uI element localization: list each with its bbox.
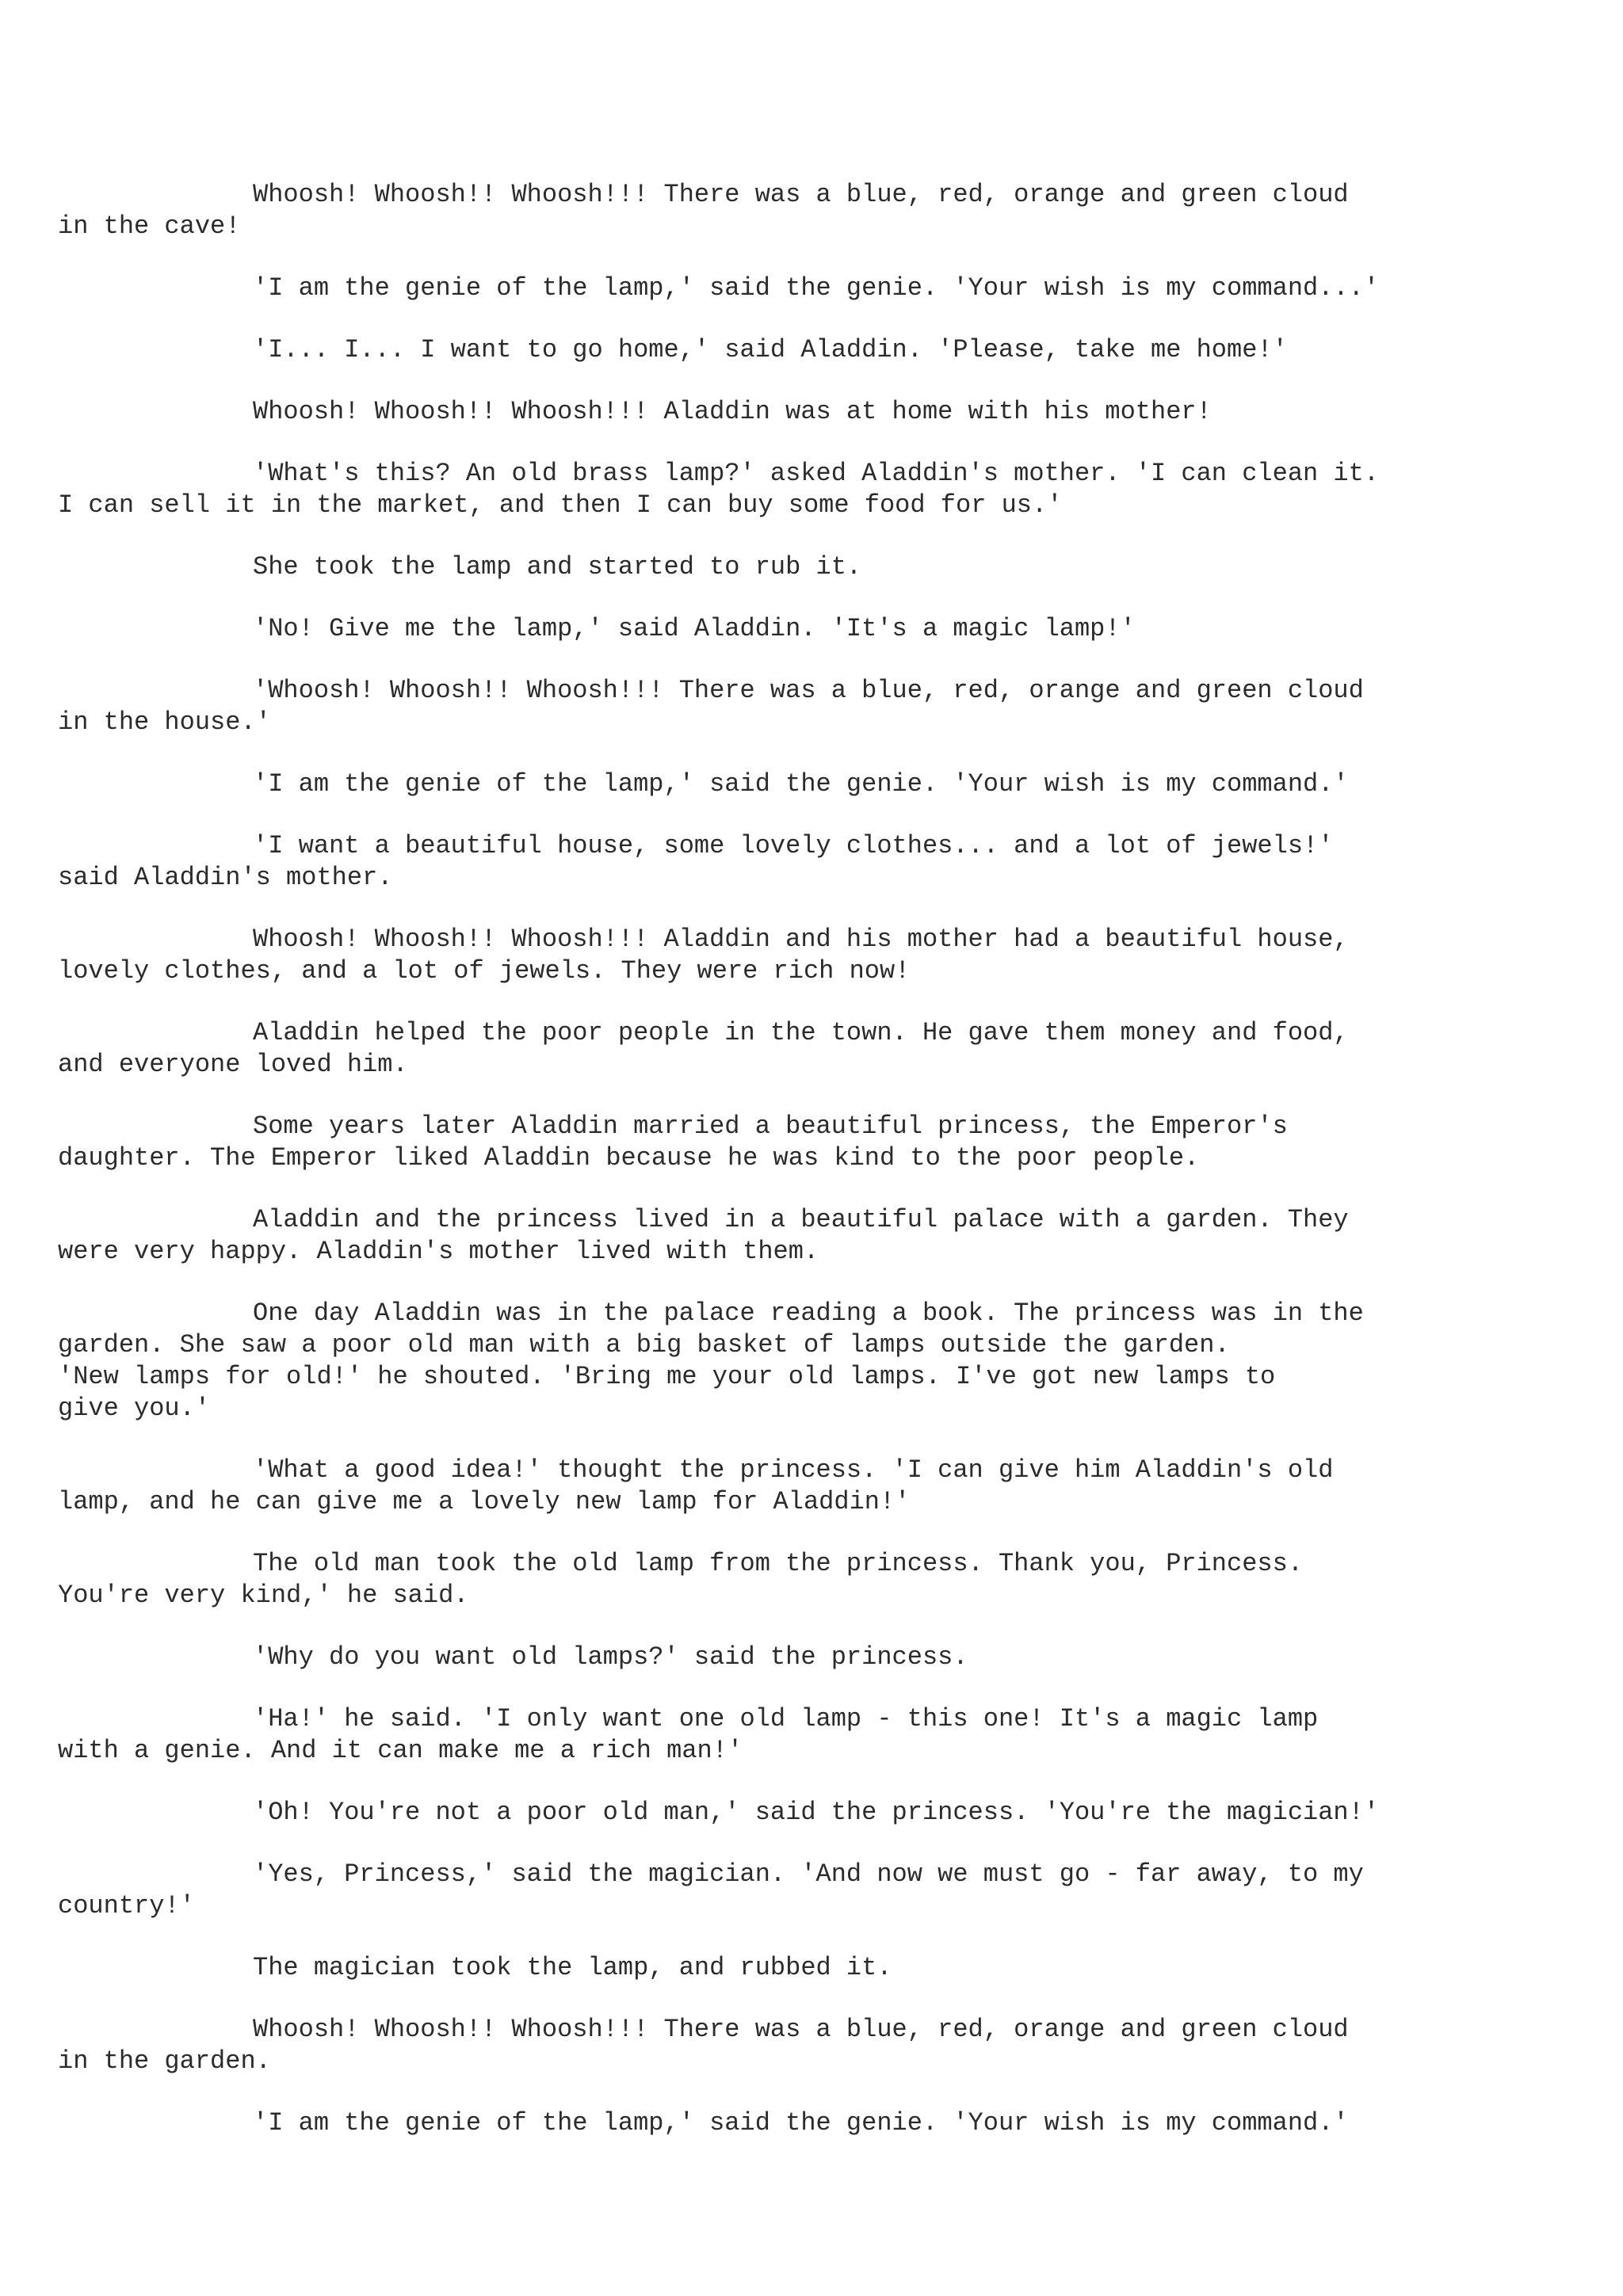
text-line: daughter. The Emperor liked Aladdin because he was kind to the poor people. xyxy=(58,1143,1200,1173)
story-paragraph xyxy=(155,334,1480,366)
text-line: Aladdin and the princess lived in a beautiful palace with a garden. They xyxy=(253,1205,1349,1234)
story-paragraph xyxy=(155,1952,1480,1984)
text-line: give you.' xyxy=(58,1394,211,1423)
text-line: in the garden. xyxy=(58,2046,271,2076)
text-line: with a genie. And it can make me a rich man!' xyxy=(58,1736,743,1765)
story-paragraph xyxy=(58,1703,1480,1767)
story-paragraph xyxy=(58,924,1480,987)
text-line: 'I am the genie of the lamp,' said the genie. 'Your wish is my command...' xyxy=(253,273,1380,303)
story-paragraph xyxy=(155,1642,1480,1673)
text-line: You're very kind,' he said. xyxy=(58,1581,469,1610)
text-line: 'What a good idea!' thought the princess. 'I can give him Aladdin's old xyxy=(253,1455,1334,1485)
text-line: Some years later Aladdin married a beautiful princess, the Emperor's xyxy=(253,1112,1288,1141)
story-paragraph xyxy=(155,1797,1480,1829)
text-line: and everyone loved him. xyxy=(58,1050,408,1079)
text-line: 'Ha!' he said. 'I only want one old lamp - this one! It's a magic lamp xyxy=(253,1704,1319,1733)
story-paragraph xyxy=(58,1111,1480,1174)
document-page xyxy=(58,179,1480,2169)
text-line: 'No! Give me the lamp,' said Aladdin. 'It's a magic lamp!' xyxy=(253,614,1136,643)
story-paragraph xyxy=(58,1455,1480,1518)
story-paragraph xyxy=(58,675,1480,738)
text-line: 'Whoosh! Whoosh!! Whoosh!!! There was a blue, red, orange and green cloud xyxy=(253,676,1364,705)
text-line: Whoosh! Whoosh!! Whoosh!!! Aladdin was at home with his mother! xyxy=(253,397,1212,426)
text-line: 'I am the genie of the lamp,' said the genie. 'Your wish is my command.' xyxy=(253,2108,1349,2138)
text-line: Whoosh! Whoosh!! Whoosh!!! There was a blue, red, orange and green cloud xyxy=(253,2015,1349,2044)
text-line: in the house.' xyxy=(58,707,271,737)
story-paragraph xyxy=(155,613,1480,645)
text-line: Whoosh! Whoosh!! Whoosh!!! Aladdin and his mother had a beautiful house, xyxy=(253,925,1349,954)
text-line: 'Oh! You're not a poor old man,' said the princess. 'You're the magician!' xyxy=(253,1798,1380,1827)
story-paragraph xyxy=(155,2107,1480,2139)
text-line: 'New lamps for old!' he shouted. 'Bring me your old lamps. I've got new lamps to xyxy=(58,1362,1276,1391)
text-line: said Aladdin's mother. xyxy=(58,863,393,892)
text-line: She took the lamp and started to rub it. xyxy=(253,552,862,582)
text-line: One day Aladdin was in the palace reading a book. The princess was in the xyxy=(253,1299,1364,1328)
story-paragraph xyxy=(155,769,1480,800)
text-line: 'What's this? An old brass lamp?' asked Aladdin's mother. 'I can clean it. xyxy=(253,459,1380,488)
text-line: country!' xyxy=(58,1891,195,1920)
text-line: 'Why do you want old lamps?' said the princess. xyxy=(253,1642,968,1672)
text-line: in the cave! xyxy=(58,212,241,241)
text-line: lamp, and he can give me a lovely new lamp for Aladdin!' xyxy=(58,1487,911,1516)
story-paragraph xyxy=(58,1298,1480,1425)
story-paragraph xyxy=(58,1548,1480,1611)
story-paragraph xyxy=(58,179,1480,242)
text-line: were very happy. Aladdin's mother lived with them. xyxy=(58,1237,819,1266)
story-paragraph xyxy=(155,396,1480,428)
story-paragraph xyxy=(58,830,1480,894)
text-line: I can sell it in the market, and then I can buy some food for us.' xyxy=(58,490,1063,520)
text-line: 'I am the genie of the lamp,' said the genie. 'Your wish is my command.' xyxy=(253,769,1349,799)
text-line: Whoosh! Whoosh!! Whoosh!!! There was a blue, red, orange and green cloud xyxy=(253,180,1349,209)
text-line: The old man took the old lamp from the princess. Thank you, Princess. xyxy=(253,1549,1304,1578)
story-paragraph xyxy=(155,273,1480,304)
text-line: Aladdin helped the poor people in the town. He gave them money and food, xyxy=(253,1018,1349,1047)
text-line: 'Yes, Princess,' said the magician. 'And now we must go - far away, to my xyxy=(253,1859,1364,1889)
story-paragraph xyxy=(58,1859,1480,1922)
text-line: garden. She saw a poor old man with a big basket of lamps outside the garden. xyxy=(58,1330,1230,1360)
story-paragraph xyxy=(155,551,1480,583)
story-paragraph xyxy=(58,1017,1480,1081)
text-line: lovely clothes, and a lot of jewels. They were rich now! xyxy=(58,956,911,986)
story-paragraph xyxy=(58,458,1480,521)
text-line: 'I want a beautiful house, some lovely clothes... and a lot of jewels!' xyxy=(253,831,1334,860)
story-paragraph xyxy=(58,2014,1480,2077)
text-line: The magician took the lamp, and rubbed it. xyxy=(253,1953,892,1982)
story-paragraph xyxy=(58,1204,1480,1268)
text-line: 'I... I... I want to go home,' said Aladdin. 'Please, take me home!' xyxy=(253,335,1288,364)
